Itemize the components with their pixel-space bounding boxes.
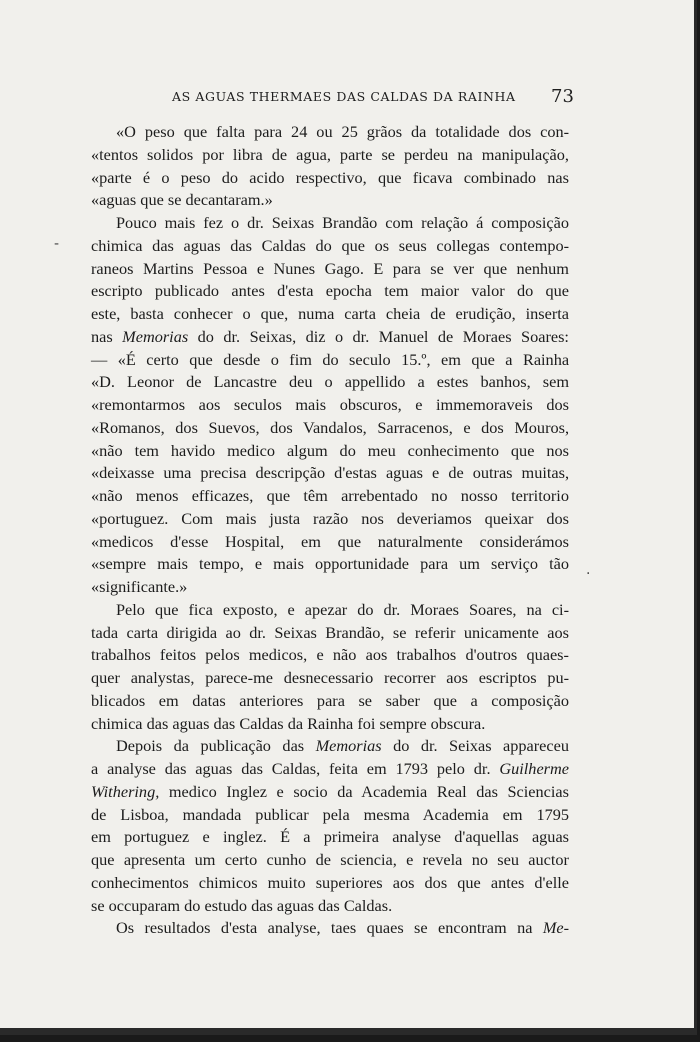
- text-line: trabalhos feitos pelos medicos, e não aos trabalhos d'outros quaes-: [91, 645, 569, 665]
- text-line: Pelo que fica exposto, e apezar do dr. Moraes Soares, na ci-: [116, 599, 569, 619]
- text-line: nas Memorias do dr. Seixas, diz o dr. Manuel de Moraes Soares:: [91, 326, 569, 346]
- text-line: chimica das aguas das Caldas do que os seus collegas contempo-: [91, 235, 570, 255]
- text-line: Depois da publicação das Memorias do dr. Seixas appareceu: [116, 736, 570, 756]
- text-line: blicados em datas anteriores para se saber que a composição: [91, 690, 570, 710]
- text-line: se occuparam do estudo das aguas das Caldas.: [91, 895, 393, 915]
- text-line: Os resultados d'esta analyse, taes quaes se encontram na Me-: [116, 918, 570, 938]
- text-line: chimica das aguas das Caldas da Rainha foi sempre obscura.: [91, 713, 486, 733]
- text-line: de Lisboa, mandada publicar pela mesma Academia em 1795: [91, 804, 570, 824]
- text-line: em portuguez e inglez. É a primeira analyse d'aquellas aguas: [91, 827, 570, 847]
- text-line: raneos Martins Pessoa e Nunes Gago. E para se ver que nenhum: [91, 258, 569, 278]
- text-line: tada carta dirigida ao dr. Seixas Brandão, se referir unicamente aos: [91, 622, 569, 642]
- text-line: este, basta conhecer o que, numa carta cheia de erudição, inserta: [91, 304, 570, 323]
- text-line: quer analystas, parece-me desnecessario recorrer aos escriptos pu-: [91, 668, 570, 687]
- text-line: «não tem havido medico algum do meu conhecimento que nos: [91, 440, 569, 460]
- text-line: «remontarmos aos seculos mais obscuros, e immemoraveis dos: [91, 395, 569, 414]
- text-line: escripto publicado antes d'esta epocha tem maior valor do que: [91, 281, 570, 301]
- page-number: 73: [551, 86, 574, 107]
- text-line: «sempre mais tempo, e mais opportunidade para um serviço tão: [91, 554, 569, 574]
- body-text: [91, 121, 569, 940]
- text-line: «D. Leonor de Lancastre deu o appellido a estes banhos, sem: [91, 372, 569, 392]
- text-line: «não menos efficazes, que têm arrebentado no nosso territorio: [91, 486, 569, 505]
- text-line: «aguas que se decantaram.»: [91, 190, 273, 210]
- text-line: Withering, medico Inglez e socio da Academia Real das Sciencias: [91, 781, 569, 801]
- text-line: — «É certo que desde o fim do seculo 15.º, em que a Rainha: [91, 349, 570, 369]
- text-line: «deixasse uma precisa descripção d'estas aguas e de outras muitas,: [91, 463, 570, 483]
- text-line: «medicos d'esse Hospital, em que naturalmente considerámos: [91, 531, 569, 551]
- running-header: AS AGUAS THERMAES DAS CALDAS DA RAINHA: [172, 89, 516, 104]
- text-line: Pouco mais fez o dr. Seixas Brandão com relação á composição: [116, 213, 569, 232]
- text-line: conhecimentos chimicos muito superiores aos dos que antes d'elle: [91, 872, 569, 892]
- text-line: «tentos solidos por libra de agua, parte se perdeu na manipulação,: [91, 144, 569, 164]
- text-line: que apresenta um certo cunho de sciencia, e revela no seu auctor: [91, 850, 569, 869]
- text-line: a analyse das aguas das Caldas, feita em 1793 pelo dr. Guilherme: [91, 759, 569, 778]
- text-line: «O peso que falta para 24 ou 25 grãos da totalidade dos con-: [116, 122, 570, 141]
- text-line: «portuguez. Com mais justa razão nos deveriamos queixar dos: [91, 508, 569, 528]
- text-line: «significante.»: [91, 577, 188, 596]
- margin-mark: ·: [586, 566, 591, 582]
- margin-mark: -: [54, 236, 60, 252]
- text-line: «Romanos, dos Suevos, dos Vandalos, Sarracenos, e dos Mouros,: [91, 417, 570, 437]
- text-line: «parte é o peso do acido respectivo, que ficava combinado nas: [91, 167, 569, 187]
